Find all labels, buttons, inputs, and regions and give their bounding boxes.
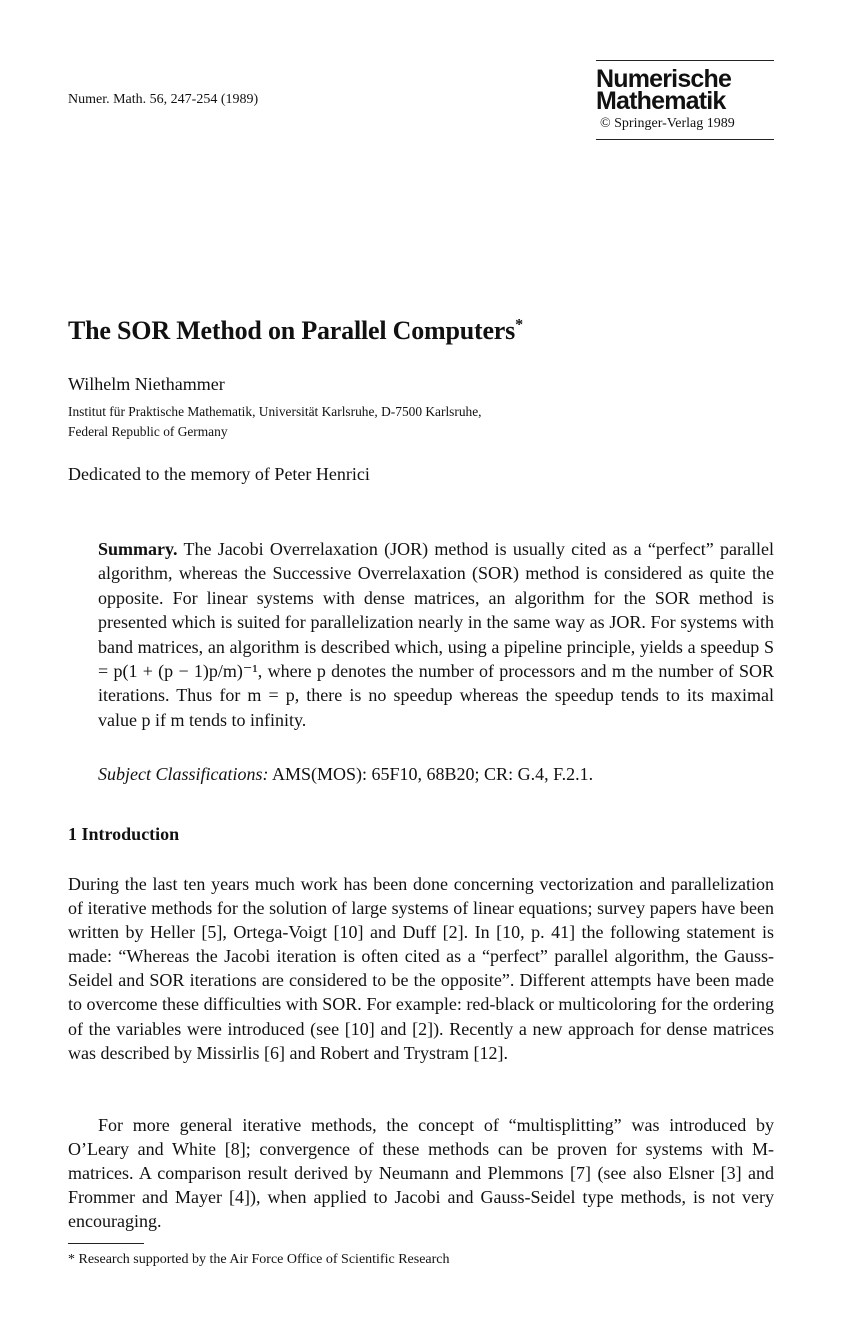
journal-masthead [596,60,774,140]
journal-name-line2: Mathematik [596,87,726,115]
footnote-rule [68,1243,144,1244]
subject-codes: AMS(MOS): 65F10, 68B20; CR: G.4, F.2.1. [272,764,594,784]
footnote: * Research supported by the Air Force Office of Scientific Research [68,1252,450,1267]
journal-name-line1: Numerische [596,65,732,93]
intro-paragraph-1: During the last ten years much work has been done concerning vectorization and parallelization of iterative methods for the solution of large systems of linear equations; survey papers have been written by Heller [5], Ortega-Voigt [10] and Duff [2]. In [10, p. 41] the following statement is made: “Whereas the Jacobi iteration is often cited as a “perfect” parallel algorithm, the Gauss-Seidel and SOR iterations are considered to be the opposite”. Different attempts have been made to overcome these difficulties with SOR. For example: red-black or multicoloring for the ordering of the variables were introduced (see [10] and [2]). Recently a new approach for dense matrices was described by Missirlis [6] and Robert and Trystram [12]. [68,874,774,1063]
masthead-top-rule [596,60,774,61]
journal-name [596,65,774,115]
subject-label: Subject Classifications: [98,764,269,784]
author-affiliation [68,402,688,442]
affiliation-line2: Federal Republic of Germany [68,424,228,439]
section-heading: 1 Introduction [68,824,180,844]
title-footnote-mark: * [515,316,523,334]
author-name: Wilhelm Niethammer [68,374,225,394]
abstract-label: Summary. [98,539,178,559]
journal-reference: Numer. Math. 56, 247-254 (1989) [68,92,259,107]
affiliation-line1: Institut für Praktische Mathematik, Universität Karlsruhe, D-7500 Karlsruhe, [68,404,482,419]
abstract-text: The Jacobi Overrelaxation (JOR) method is usually cited as a “perfect” parallel algorithm, whereas the Successive Overrelaxation (SOR) method is considered as quite the opposite. For linear systems with dense matrices, an algorithm for the SOR method is presented which is suited for parallelization nearly in the same way as JOR. For systems with band matrices, an algorithm is described which, using a pipeline principle, yields a speedup S = p(1 + (p − 1)p/m)⁻¹, where p denotes the number of processors and m the number of SOR iterations. Thus for m = p, there is no speedup whereas the speedup tends to its maximal value p if m tends to infinity. [98,539,774,730]
dedication: Dedicated to the memory of Peter Henrici [68,464,370,484]
subject-classifications [98,764,774,785]
publisher-copyright: © Springer-Verlag 1989 [600,116,735,131]
abstract [98,537,774,732]
masthead-bottom-rule [596,139,774,140]
paper-title-text: The SOR Method on Parallel Computers [68,316,516,345]
intro-paragraph-2: For more general iterative methods, the concept of “multisplitting” was introduced by O’Leary and White [8]; convergence of these methods can be proven for systems with M-matrices. A comparison result derived by Neumann and Plemmons [7] (see also Elsner [3] and Frommer and Mayer [4]), when applied to Jacobi and Gauss-Seidel type methods, is not very encouraging. [68,1115,774,1232]
paper-title [68,316,523,346]
